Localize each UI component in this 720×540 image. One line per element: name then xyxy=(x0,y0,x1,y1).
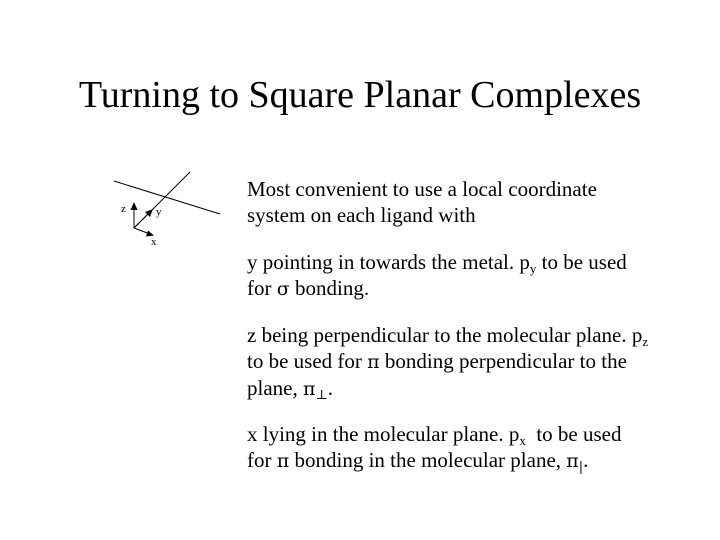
z-label: z xyxy=(121,203,126,215)
bond-line xyxy=(114,181,220,214)
intro-paragraph: Most convenient to use a local coordinate system on each ligand with xyxy=(247,177,597,227)
y-label: y xyxy=(156,206,162,218)
slide-title: Turning to Square Planar Complexes xyxy=(78,74,642,116)
x-axis-paragraph: x lying in the molecular plane. $p_x$ to be used for π bonding in the molecular plane, π|. xyxy=(247,422,622,475)
coordinate-system-diagram xyxy=(110,168,225,250)
perp-subscript: ⊥ xyxy=(315,388,328,403)
pi-perp-symbol: π xyxy=(302,378,316,400)
sigma-symbol: σ xyxy=(276,278,290,300)
subscript-y: y xyxy=(529,261,537,276)
subscript-z: z xyxy=(642,334,649,349)
z-axis-paragraph: z being perpendicular to the molecular plane. $p_z$ to be used for π bonding perpendicular to the plane, π⊥. xyxy=(247,323,649,403)
z-axis-arrowhead xyxy=(131,202,138,210)
subscript-x: x xyxy=(519,433,526,448)
parallel-subscript: | xyxy=(578,460,584,475)
pi-symbol: π xyxy=(276,450,290,472)
y-axis-paragraph: y pointing in towards the metal. $p_y$ to be used for σ bonding. xyxy=(247,250,627,300)
x-label: x xyxy=(151,236,157,248)
pi-symbol: π xyxy=(367,351,380,373)
pi-parallel-symbol: π xyxy=(566,450,579,472)
